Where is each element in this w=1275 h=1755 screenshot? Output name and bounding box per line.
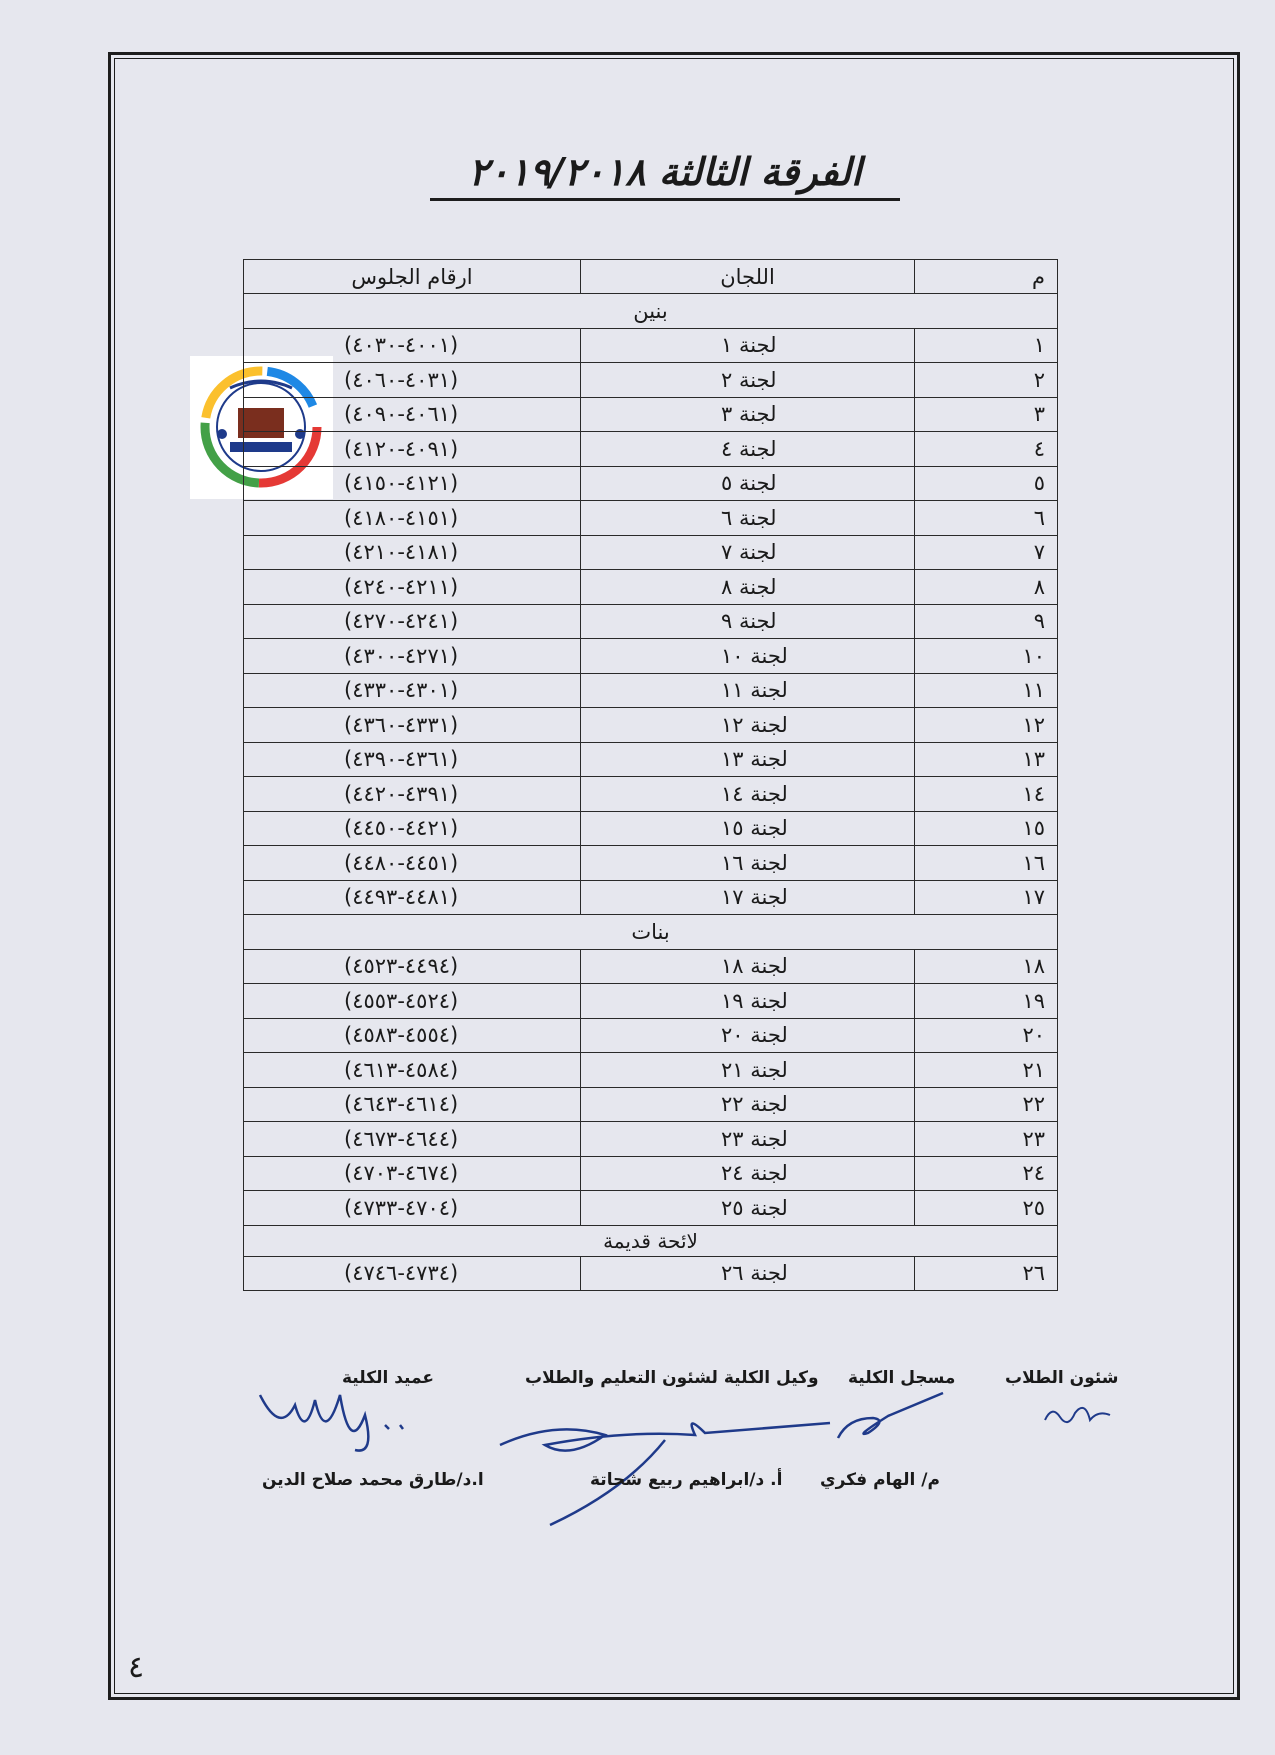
table-row xyxy=(244,570,1058,605)
seat-range: (٤٤٢١-٤٤٥٠) xyxy=(244,811,581,846)
table-header-row xyxy=(244,260,1058,294)
table-row xyxy=(244,742,1058,777)
row-number: ١٩ xyxy=(915,984,1058,1019)
row-number: ٨ xyxy=(915,570,1058,605)
page-number: ٤ xyxy=(128,1650,145,1685)
group-label: بنين xyxy=(244,294,1058,329)
row-number: ٢٥ xyxy=(915,1191,1058,1226)
committee-name: لجنة ١٦ xyxy=(581,846,915,881)
row-number: ١١ xyxy=(915,673,1058,708)
seat-range: (٤٠٩١-٤١٢٠) xyxy=(244,432,581,467)
committee-name: لجنة ٥ xyxy=(581,466,915,501)
dean-signature xyxy=(255,1385,425,1465)
table-body xyxy=(244,294,1058,1291)
vice-dean-name: أ. د/ابراهيم ربيع شحاتة xyxy=(590,1470,783,1490)
seat-range: (٤٤٩٤-٤٥٢٣) xyxy=(244,949,581,984)
row-number: ١ xyxy=(915,328,1058,363)
table-row xyxy=(244,363,1058,398)
seat-range: (٤٠٠١-٤٠٣٠) xyxy=(244,328,581,363)
row-number: ٢٠ xyxy=(915,1018,1058,1053)
table-row xyxy=(244,708,1058,743)
table-row xyxy=(244,466,1058,501)
table-row xyxy=(244,1122,1058,1157)
committee-name: لجنة ١١ xyxy=(581,673,915,708)
table-row xyxy=(244,328,1058,363)
row-number: ١٧ xyxy=(915,880,1058,915)
seat-range: (٤٠٦١-٤٠٩٠) xyxy=(244,397,581,432)
committee-name: لجنة ٢٣ xyxy=(581,1122,915,1157)
table-row xyxy=(244,777,1058,812)
row-number: ٥ xyxy=(915,466,1058,501)
committee-name: لجنة ٣ xyxy=(581,397,915,432)
committee-name: لجنة ١٤ xyxy=(581,777,915,812)
seat-range: (٤٤٨١-٤٤٩٣) xyxy=(244,880,581,915)
committee-name: لجنة ٨ xyxy=(581,570,915,605)
committee-name: لجنة ٢٥ xyxy=(581,1191,915,1226)
seat-range: (٤١٨١-٤٢١٠) xyxy=(244,535,581,570)
row-number: ٢١ xyxy=(915,1053,1058,1088)
row-number: ١٠ xyxy=(915,639,1058,674)
seat-range: (٤٢٤١-٤٢٧٠) xyxy=(244,604,581,639)
seat-range: (٤٢١١-٤٢٤٠) xyxy=(244,570,581,605)
committee-name: لجنة ٧ xyxy=(581,535,915,570)
group-header-row xyxy=(244,294,1058,329)
seating-table xyxy=(243,259,1058,1291)
row-number: ٧ xyxy=(915,535,1058,570)
group-header-row xyxy=(244,1225,1058,1256)
seat-range: (٤٢٧١-٤٣٠٠) xyxy=(244,639,581,674)
registrar-name: م/ الهام فكري xyxy=(820,1470,940,1490)
table-row xyxy=(244,1018,1058,1053)
row-number: ١٥ xyxy=(915,811,1058,846)
committee-name: لجنة ١ xyxy=(581,328,915,363)
row-number: ٢٢ xyxy=(915,1087,1058,1122)
committee-name: لجنة ٦ xyxy=(581,501,915,536)
row-number: ٣ xyxy=(915,397,1058,432)
registrar-signature xyxy=(828,1388,948,1448)
student-affairs-handwriting xyxy=(1040,1395,1115,1435)
group-label: بنات xyxy=(244,915,1058,950)
table-row xyxy=(244,1191,1058,1226)
committee-name: لجنة ١٥ xyxy=(581,811,915,846)
group-label: لائحة قديمة xyxy=(244,1225,1058,1256)
vice-dean-signature xyxy=(495,1405,835,1530)
table-row xyxy=(244,1156,1058,1191)
header-committee: اللجان xyxy=(581,260,915,294)
table-row xyxy=(244,1087,1058,1122)
registrar-role: مسجل الكلية xyxy=(848,1368,956,1388)
table-row xyxy=(244,880,1058,915)
row-number: ٢٦ xyxy=(915,1256,1058,1291)
table-row xyxy=(244,811,1058,846)
row-number: ٢ xyxy=(915,363,1058,398)
seat-range: (٤٣٦١-٤٣٩٠) xyxy=(244,742,581,777)
table-row xyxy=(244,397,1058,432)
seat-range: (٤١٥١-٤١٨٠) xyxy=(244,501,581,536)
row-number: ١٨ xyxy=(915,949,1058,984)
seat-range: (٤٣٣١-٤٣٦٠) xyxy=(244,708,581,743)
seat-range: (٤٥٨٤-٤٦١٣) xyxy=(244,1053,581,1088)
dean-name: ا.د/طارق محمد صلاح الدين xyxy=(262,1470,484,1490)
vice-dean-role: وكيل الكلية لشئون التعليم والطلاب xyxy=(525,1368,819,1388)
row-number: ٦ xyxy=(915,501,1058,536)
row-number: ١٢ xyxy=(915,708,1058,743)
table-row xyxy=(244,984,1058,1019)
page-title: الفرقة الثالثة ٢٠١٩/٢٠١٨ xyxy=(430,150,900,201)
table-row xyxy=(244,846,1058,881)
group-header-row xyxy=(244,915,1058,950)
committee-name: لجنة ٢٢ xyxy=(581,1087,915,1122)
dean-role: عميد الكلية xyxy=(342,1368,434,1388)
table-row xyxy=(244,949,1058,984)
committee-name: لجنة ٢ xyxy=(581,363,915,398)
committee-name: لجنة ١٠ xyxy=(581,639,915,674)
row-number: ٢٣ xyxy=(915,1122,1058,1157)
table-row xyxy=(244,1256,1058,1291)
committee-name: لجنة ١٨ xyxy=(581,949,915,984)
row-number: ٢٤ xyxy=(915,1156,1058,1191)
table-row xyxy=(244,639,1058,674)
seat-range: (٤٦٤٤-٤٦٧٣) xyxy=(244,1122,581,1157)
table-row xyxy=(244,604,1058,639)
table-row xyxy=(244,501,1058,536)
row-number: ٤ xyxy=(915,432,1058,467)
committee-name: لجنة ١٢ xyxy=(581,708,915,743)
table-row xyxy=(244,673,1058,708)
committee-name: لجنة ١٩ xyxy=(581,984,915,1019)
seat-range: (٤٦١٤-٤٦٤٣) xyxy=(244,1087,581,1122)
committee-name: لجنة ٩ xyxy=(581,604,915,639)
seat-range: (٤٦٧٤-٤٧٠٣) xyxy=(244,1156,581,1191)
seat-range: (٤٧٠٤-٤٧٣٣) xyxy=(244,1191,581,1226)
row-number: ١٣ xyxy=(915,742,1058,777)
committee-name: لجنة ٤ xyxy=(581,432,915,467)
seat-range: (٤٠٣١-٤٠٦٠) xyxy=(244,363,581,398)
committee-name: لجنة ٢٤ xyxy=(581,1156,915,1191)
row-number: ١٤ xyxy=(915,777,1058,812)
seat-range: (٤٣٩١-٤٤٢٠) xyxy=(244,777,581,812)
committee-name: لجنة ٢١ xyxy=(581,1053,915,1088)
header-num: م xyxy=(915,260,1058,294)
row-number: ١٦ xyxy=(915,846,1058,881)
table-row xyxy=(244,535,1058,570)
committee-name: لجنة ١٣ xyxy=(581,742,915,777)
table-row xyxy=(244,1053,1058,1088)
committee-name: لجنة ٢٠ xyxy=(581,1018,915,1053)
seat-range: (٤٣٠١-٤٣٣٠) xyxy=(244,673,581,708)
committee-name: لجنة ٢٦ xyxy=(581,1256,915,1291)
seat-range: (٤٥٥٤-٤٥٨٣) xyxy=(244,1018,581,1053)
seat-range: (٤٤٥١-٤٤٨٠) xyxy=(244,846,581,881)
seat-range: (٤٥٢٤-٤٥٥٣) xyxy=(244,984,581,1019)
seat-range: (٤٧٣٤-٤٧٤٦) xyxy=(244,1256,581,1291)
seat-range: (٤١٢١-٤١٥٠) xyxy=(244,466,581,501)
header-seats: ارقام الجلوس xyxy=(244,260,581,294)
row-number: ٩ xyxy=(915,604,1058,639)
student-affairs-role: شئون الطلاب xyxy=(1005,1368,1119,1388)
committee-name: لجنة ١٧ xyxy=(581,880,915,915)
table-row xyxy=(244,432,1058,467)
